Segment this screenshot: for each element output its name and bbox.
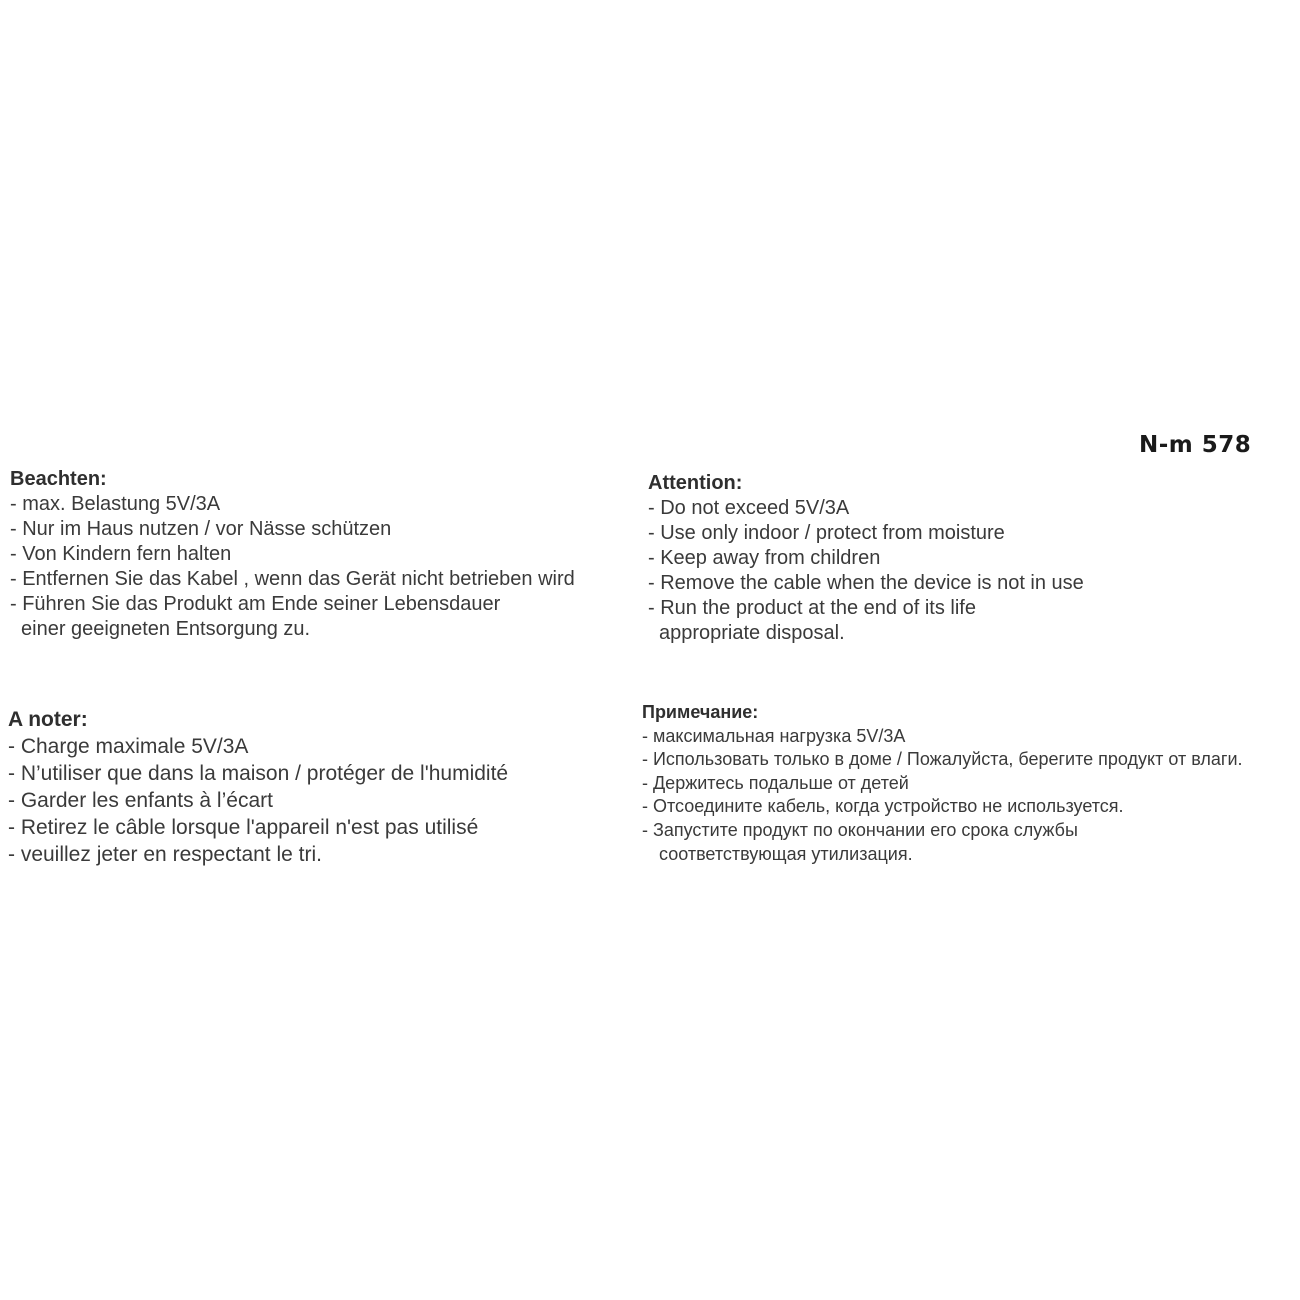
english-line: - Do not exceed 5V/3A <box>648 497 850 519</box>
german-heading: Beachten: <box>10 468 107 490</box>
french-notice <box>8 706 508 868</box>
russian-line: - Запустите продукт по окончании его срока службы <box>642 819 1078 840</box>
english-line: - Remove the cable when the device is not in use <box>648 572 1084 594</box>
russian-heading: Примечание: <box>642 702 759 722</box>
english-heading: Attention: <box>648 472 743 494</box>
russian-line-continuation: соответствующая утилизация. <box>659 843 913 864</box>
german-line: - Von Kindern fern halten <box>10 543 232 565</box>
russian-line: - Держитесь подальше от детей <box>642 772 909 793</box>
french-line: - Retirez le câble lorsque l'appareil n'est pas utilisé <box>8 816 479 839</box>
french-heading: A noter: <box>8 708 88 731</box>
english-line: - Keep away from children <box>648 547 881 569</box>
russian-notice <box>642 701 1243 866</box>
english-line: - Run the product at the end of its life <box>648 597 976 619</box>
german-notice <box>10 467 575 642</box>
english-notice <box>648 471 1084 646</box>
english-line: - Use only indoor / protect from moisture <box>648 522 1005 544</box>
russian-line: - Использовать только в доме / Пожалуйста, берегите продукт от влаги. <box>642 749 1243 770</box>
german-line-continuation: einer geeigneten Entsorgung zu. <box>21 618 311 640</box>
english-line-continuation: appropriate disposal. <box>659 622 845 644</box>
russian-line: - Отсоедините кабель, когда устройство не используется. <box>642 796 1124 817</box>
french-line: - N’utiliser que dans la maison / protéger de l'humidité <box>8 762 509 785</box>
model-number: N-m 578 <box>1139 432 1252 458</box>
french-line: - Charge maximale 5V/3A <box>8 735 249 758</box>
russian-line: - максимальная нагрузка 5V/3A <box>642 725 906 746</box>
german-line: - Entfernen Sie das Kabel , wenn das Gerät nicht betrieben wird <box>10 568 575 590</box>
french-line: - Garder les enfants à l’écart <box>8 789 273 812</box>
german-line: - Führen Sie das Produkt am Ende seiner Lebensdauer <box>10 593 501 615</box>
french-line: - veuillez jeter en respectant le tri. <box>8 843 322 866</box>
german-line: - Nur im Haus nutzen / vor Nässe schützen <box>10 518 392 540</box>
german-line: - max. Belastung 5V/3A <box>10 493 221 515</box>
